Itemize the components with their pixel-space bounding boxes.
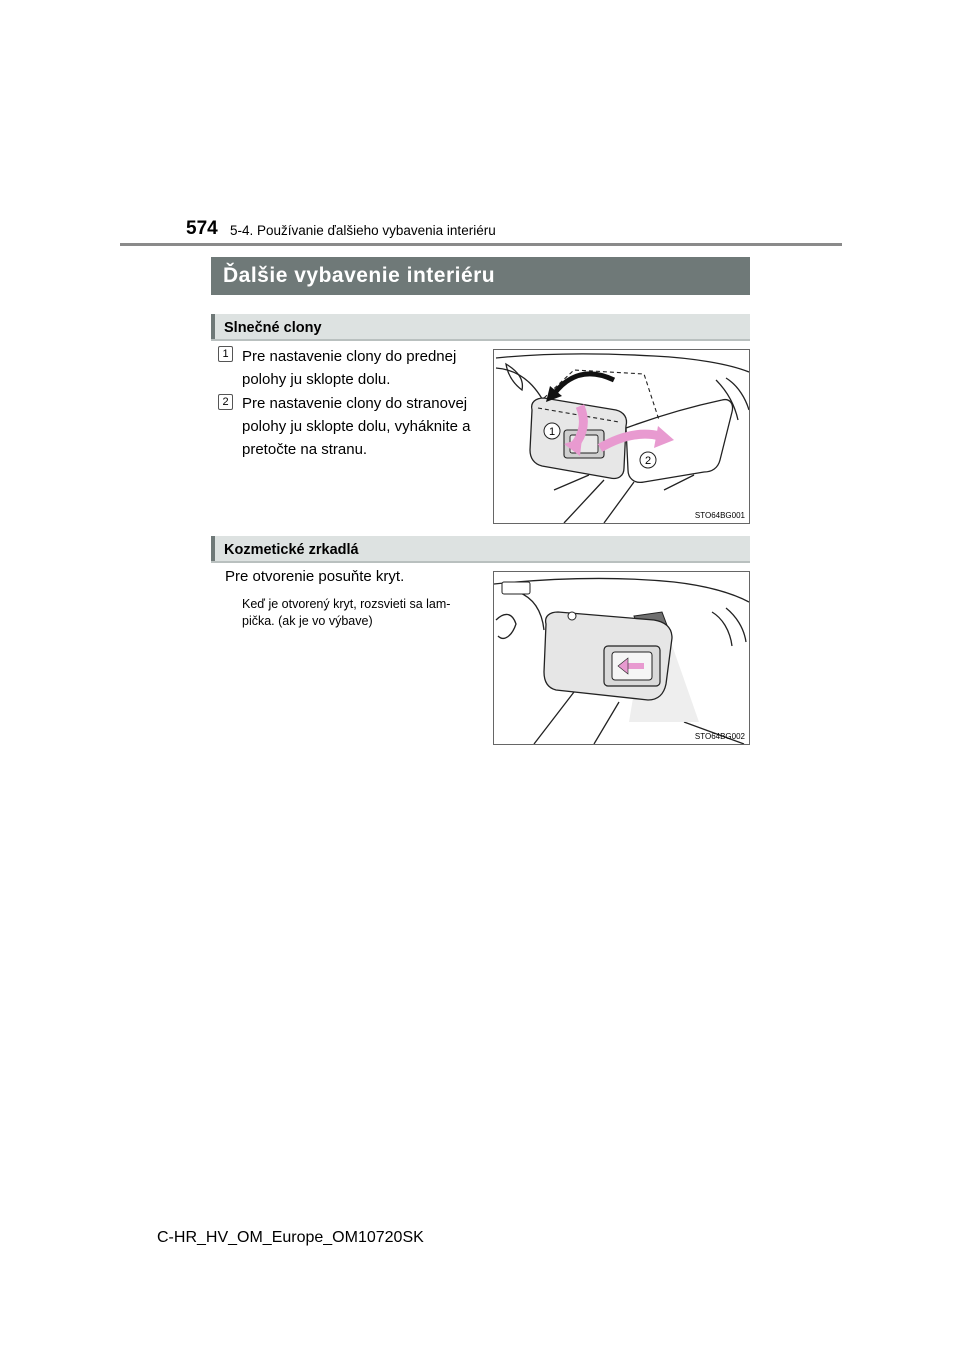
running-header: 5-4. Používanie ďalšieho vybavenia interiéru <box>230 223 496 238</box>
section-title: Ďalšie vybavenie interiéru <box>211 257 750 295</box>
step-1-text: Pre nastavenie clony do prednej polohy ju sklopte dolu. <box>242 348 457 388</box>
sun-visor-illustration <box>493 349 750 524</box>
header-rule <box>120 243 842 246</box>
sun-visors-heading: Slnečné clony <box>211 314 750 341</box>
vanity-note-line-1: Keď je otvorený kryt, rozsvieti sa lam- <box>242 597 451 611</box>
vanity-note-line-2: pička. (ak je vo výbave) <box>242 614 373 628</box>
step-2-text: Pre nastavenie clony do stranovej polohy ju sklopte dolu, vyháknite a pretočte na stranu. <box>242 395 471 458</box>
illustration-code-2: STO64BG002 <box>694 732 745 741</box>
step-2-badge: 2 <box>218 394 233 410</box>
page-number: 574 <box>186 218 218 239</box>
vanity-mirrors-heading: Kozmetické zrkadlá <box>211 536 750 563</box>
step-1-badge: 1 <box>218 346 233 362</box>
callout-1: 1 <box>548 426 556 438</box>
vanity-mirror-illustration <box>493 571 750 745</box>
vanity-instruction: Pre otvorenie posuňte kryt. <box>225 568 405 585</box>
illustration-code-1: STO64BG001 <box>694 511 745 520</box>
callout-2: 2 <box>644 455 652 467</box>
footer-document-id: C-HR_HV_OM_Europe_OM10720SK <box>157 1229 424 1246</box>
